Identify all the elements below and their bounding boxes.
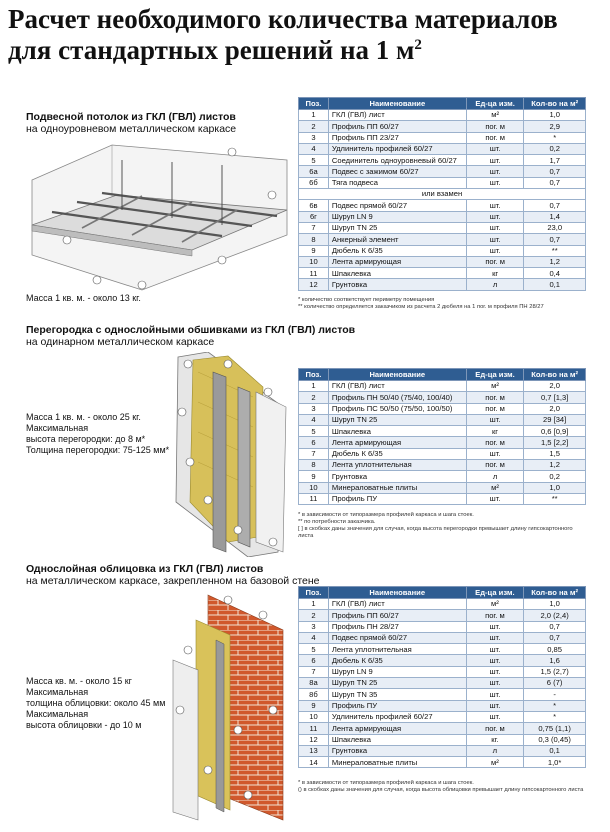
table-cell: пог. м [466,121,524,132]
table-cell: шт. [466,666,524,677]
table-cell: пог. м [466,460,524,471]
table-cell: 7 [299,666,329,677]
table-cell: Лента армирующая [328,437,466,448]
table-row [299,757,586,768]
table-cell: 1,6 [524,655,586,666]
table-cell: 0,7 [1,3] [524,392,586,403]
table-cell: шт. [466,632,524,643]
table-cell: Грунтовка [328,279,466,290]
table-row [299,426,586,437]
table-cell: 1 [299,381,329,392]
table-cell: 9 [299,245,329,256]
table-cell: 10 [299,256,329,267]
table-cell: 0,6 [0,9] [524,426,586,437]
table-cell: 3 [299,403,329,414]
col-unit: Ед-ца изм. [466,587,524,599]
table-row [299,482,586,493]
table-cell: 8 [299,460,329,471]
table-cell: шт. [466,448,524,459]
table-row [299,245,586,256]
table-cell: 0,4 [524,268,586,279]
col-pos: Поз. [299,587,329,599]
table-cell: Шпаклевка [328,426,466,437]
ceiling-illustration [22,140,290,300]
table-cell: или взамен [299,189,586,200]
table-row [299,268,586,279]
section2-mass [26,412,169,456]
table-cell: 8а [299,678,329,689]
table-cell: шт. [466,700,524,711]
section1-mass: Масса 1 кв. м. - около 13 кг. [26,293,141,303]
table-row [299,392,586,403]
table-cell: Лента армирующая [328,723,466,734]
table-cell: Минераловатные плиты [328,482,466,493]
table-cell: 0,7 [524,621,586,632]
table-cell: 12 [299,734,329,745]
col-name: Наименование [328,587,466,599]
section2-table [298,368,586,505]
table-cell: кг. [466,734,524,745]
table-cell: Дюбель К 6/35 [328,655,466,666]
table-cell: шт. [466,493,524,504]
mass-line: высота перегородки: до 8 м* [26,434,146,444]
table-cell: 11 [299,723,329,734]
section1-header [26,111,236,135]
table-row [299,610,586,621]
table-cell: 7 [299,448,329,459]
footnote: ** по потребности заказчика. [298,519,376,525]
table-row [299,132,586,143]
col-pos: Поз. [299,98,329,110]
table-cell: м² [466,482,524,493]
table-cell: л [466,471,524,482]
mass-line: Максимальная [26,423,89,433]
table-cell: 4 [299,143,329,154]
section1-subtitle: на одноуровневом металлическом каркасе [26,123,237,135]
table-cell: Шуруп TN 35 [328,689,466,700]
table-cell: 1,2 [524,256,586,267]
table-cell: пог. м [466,723,524,734]
table-cell: Шуруп TN 25 [328,414,466,425]
table-cell: Лента уплотнительная [328,644,466,655]
partition-illustration [168,352,293,557]
table-cell: Профиль ПП 23/27 [328,132,466,143]
col-unit: Ед-ца изм. [466,369,524,381]
table-row [299,666,586,677]
section1-table [298,97,586,291]
table-cell: Анкерный элемент [328,234,466,245]
table-cell: ГКЛ (ГВЛ) лист [328,381,466,392]
page-title: Расчет необходимого количества материалов для стандартных решений на 1 $м^2$ [8,4,558,65]
table-cell: 2 [299,121,329,132]
table-cell: шт. [466,245,524,256]
table-cell: кг [466,268,524,279]
col-name: Наименование [328,98,466,110]
table-cell: шт. [466,143,524,154]
section2-notes [298,512,588,540]
table-row [299,121,586,132]
table-cell: 1,5 [524,448,586,459]
table-cell: 1 [299,599,329,610]
table-cell: 4 [299,632,329,643]
section3-notes [298,780,588,794]
table-row [299,734,586,745]
table-cell: 2,0 [524,381,586,392]
table-cell: 1,5 [2,2] [524,437,586,448]
table-cell: ** [524,493,586,504]
table-cell: Удлинитель профилей 60/27 [328,143,466,154]
table-cell: шт. [466,177,524,188]
table-cell: 12 [299,279,329,290]
footnote: () в скобках даны значения для случая, когда высота облицовки превышает длину гипсокартонного листа [298,787,584,793]
table-cell: м² [466,381,524,392]
col-qty: Кол-во на м² [524,369,586,381]
table-cell: м² [466,757,524,768]
table-row [299,655,586,666]
table-cell: Грунтовка [328,745,466,756]
table-cell: 0,7 [524,166,586,177]
table-cell: 2 [299,610,329,621]
section1-notes [298,297,588,311]
table-cell: Профиль ПУ [328,700,466,711]
table-cell: 9 [299,471,329,482]
table-cell: шт. [466,711,524,722]
table-cell: шт. [466,222,524,233]
table-row [299,448,586,459]
table-row [299,460,586,471]
table-row [299,189,586,200]
table-cell: 0,1 [524,745,586,756]
table-cell: 4 [299,414,329,425]
footnote: [ ] в скобках даны значения для случая, когда высота перегородки превышает длину гипсокартонного листа [298,526,573,539]
table-cell: 6б [299,177,329,188]
table-cell: Тяга подвеса [328,177,466,188]
table-cell: шт. [466,689,524,700]
table-row [299,689,586,700]
table-cell: Шпаклевка [328,734,466,745]
table-row [299,403,586,414]
table-cell: л [466,279,524,290]
table-cell: 10 [299,482,329,493]
col-qty: Кол-во на м² [524,587,586,599]
table-cell: шт. [466,621,524,632]
table-cell: м² [466,599,524,610]
table-row [299,143,586,154]
table-cell: Минераловатные плиты [328,757,466,768]
table-row [299,381,586,392]
table-cell: Шуруп TN 25 [328,222,466,233]
table-row [299,155,586,166]
table-cell: 3 [299,132,329,143]
table-cell: 6 [299,437,329,448]
footnote: * количество соответствует периметру помещения [298,297,435,303]
table-cell: пог. м [466,437,524,448]
table-row [299,644,586,655]
table-row [299,493,586,504]
table-cell: шт. [466,211,524,222]
table-row [299,621,586,632]
table-cell: Дюбель К 6/35 [328,245,466,256]
section3-title: Однослойная облицовка из ГКЛ (ГВЛ) листов [26,563,264,575]
table-cell: пог. м [466,132,524,143]
table-cell: 6 (7) [524,678,586,689]
cladding-illustration [168,590,293,822]
col-name: Наименование [328,369,466,381]
table-row [299,166,586,177]
mass-line: Максимальная [26,709,89,719]
mass-line: высота облицовки - до 10 м [26,720,142,730]
table-row [299,437,586,448]
table-cell: 1,0* [524,757,586,768]
table-cell: 2,0 (2,4) [524,610,586,621]
table-cell: ГКЛ (ГВЛ) лист [328,110,466,121]
mass-line: Толщина перегородки: 75-125 мм* [26,445,170,455]
table-cell: 11 [299,268,329,279]
table-cell: * [524,132,586,143]
table-cell: шт. [466,155,524,166]
table-cell: 5 [299,426,329,437]
table-row [299,599,586,610]
table-row [299,177,586,188]
table-row [299,745,586,756]
table-cell: ГКЛ (ГВЛ) лист [328,599,466,610]
footnote: ** количество определяется заказчиком из расчета 2 дюбеля на 1 пог. м профиля ПН 28/27 [298,304,544,310]
table-cell: шт. [466,200,524,211]
table-cell: 14 [299,757,329,768]
table-cell: 2 [299,392,329,403]
table-cell: 0,7 [524,234,586,245]
table-cell: м² [466,110,524,121]
table-cell: кг [466,426,524,437]
table-cell: 3 [299,621,329,632]
table-cell: 1,2 [524,460,586,471]
table-cell: пог. м [466,610,524,621]
table-cell: 1,0 [524,599,586,610]
table-cell: 1 [299,110,329,121]
table-cell: * [524,700,586,711]
table-row [299,256,586,267]
table-cell: 7 [299,222,329,233]
table-cell: пог. м [466,403,524,414]
table-cell: шт. [466,644,524,655]
table-cell: Грунтовка [328,471,466,482]
mass-line: Максимальная [26,687,89,697]
col-qty: Кол-во на м² [524,98,586,110]
table-cell: 0,3 (0,45) [524,734,586,745]
section3-subtitle: на металлическом каркасе, закрепленном на базовой стене [26,575,320,587]
table-cell: 2,0 [524,403,586,414]
table-cell: Шуруп LN 9 [328,666,466,677]
table-cell: Подвес прямой 60/27 [328,200,466,211]
table-cell: пог. м [466,392,524,403]
table-row [299,414,586,425]
table-row [299,279,586,290]
table-row [299,211,586,222]
table-cell: Шуруп TN 25 [328,678,466,689]
table-cell: Профиль ПН 28/27 [328,621,466,632]
table-cell: 6г [299,211,329,222]
section2-title: Перегородка с однослойными обшивками из ГКЛ (ГВЛ) листов [26,324,356,336]
table-cell: шт. [466,414,524,425]
table-cell: - [524,689,586,700]
table-cell: Дюбель К 6/35 [328,448,466,459]
section3-mass [26,676,165,731]
table-cell: 0,75 (1,1) [524,723,586,734]
table-row [299,200,586,211]
table-cell: 1,0 [524,482,586,493]
table-cell: 0,7 [524,177,586,188]
col-unit: Ед-ца изм. [466,98,524,110]
section1-title: Подвесной потолок из ГКЛ (ГВЛ) листов [26,111,236,123]
table-cell: 5 [299,155,329,166]
table-cell: * [524,711,586,722]
table-cell: 8 [299,234,329,245]
table-cell: ** [524,245,586,256]
table-cell: шт. [466,166,524,177]
section2-header [26,324,355,348]
table-cell: 0,85 [524,644,586,655]
table-cell: 23,0 [524,222,586,233]
table-row [299,632,586,643]
table-cell: л [466,745,524,756]
table-cell: шт. [466,234,524,245]
table-cell: 29 [34] [524,414,586,425]
table-row [299,723,586,734]
mass-line: Масса кв. м. - около 15 кг [26,676,132,686]
section2-subtitle: на одинарном металлическом каркасе [26,336,215,348]
table-cell: Профиль ПП 60/27 [328,610,466,621]
table-cell: 11 [299,493,329,504]
section3-header [26,563,320,587]
table-cell: Лента армирующая [328,256,466,267]
table-row [299,700,586,711]
table-cell: 9 [299,700,329,711]
table-cell: 0,7 [524,200,586,211]
table-cell: пог. м [466,256,524,267]
table-cell: 0,2 [524,143,586,154]
col-pos: Поз. [299,369,329,381]
table-cell: шт. [466,678,524,689]
table-cell: 8б [299,689,329,700]
mass-line: толщина облицовки: около 45 мм [26,698,166,708]
table-cell: Профиль ПП 60/27 [328,121,466,132]
footnote: * в зависимости от типоразмера профилей каркаса и шага стоек. [298,512,474,518]
table-cell: 10 [299,711,329,722]
table-cell: 0,1 [524,279,586,290]
table-cell: 0,7 [524,632,586,643]
table-row [299,222,586,233]
table-cell: 6 [299,655,329,666]
table-cell: Профиль ПУ [328,493,466,504]
footnote: * в зависимости от типоразмера профилей каркаса и шага стоек. [298,780,474,786]
table-cell: 1,7 [524,155,586,166]
table-cell: Профиль ПС 50/50 (75/50, 100/50) [328,403,466,414]
table-cell: Лента уплотнительная [328,460,466,471]
table-cell: 13 [299,745,329,756]
table-cell: 1,0 [524,110,586,121]
table-cell: 1,5 (2,7) [524,666,586,677]
table-row [299,711,586,722]
table-cell: Подвес прямой 60/27 [328,632,466,643]
table-cell: Шпаклевка [328,268,466,279]
table-row [299,678,586,689]
table-cell: Соединитель одноуровневый 60/27 [328,155,466,166]
table-cell: Профиль ПН 50/40 (75/40, 100/40) [328,392,466,403]
table-cell: Шуруп LN 9 [328,211,466,222]
section3-table [298,586,586,768]
table-row [299,471,586,482]
table-cell: 5 [299,644,329,655]
table-cell: 2,9 [524,121,586,132]
table-cell: 0,2 [524,471,586,482]
table-cell: 6в [299,200,329,211]
mass-line: Масса 1 кв. м. - около 25 кг. [26,412,141,422]
table-row [299,234,586,245]
table-cell: 6а [299,166,329,177]
table-cell: 1,4 [524,211,586,222]
table-row [299,110,586,121]
table-cell: Подвес с зажимом 60/27 [328,166,466,177]
table-cell: шт. [466,655,524,666]
table-cell: Удлинитель профилей 60/27 [328,711,466,722]
